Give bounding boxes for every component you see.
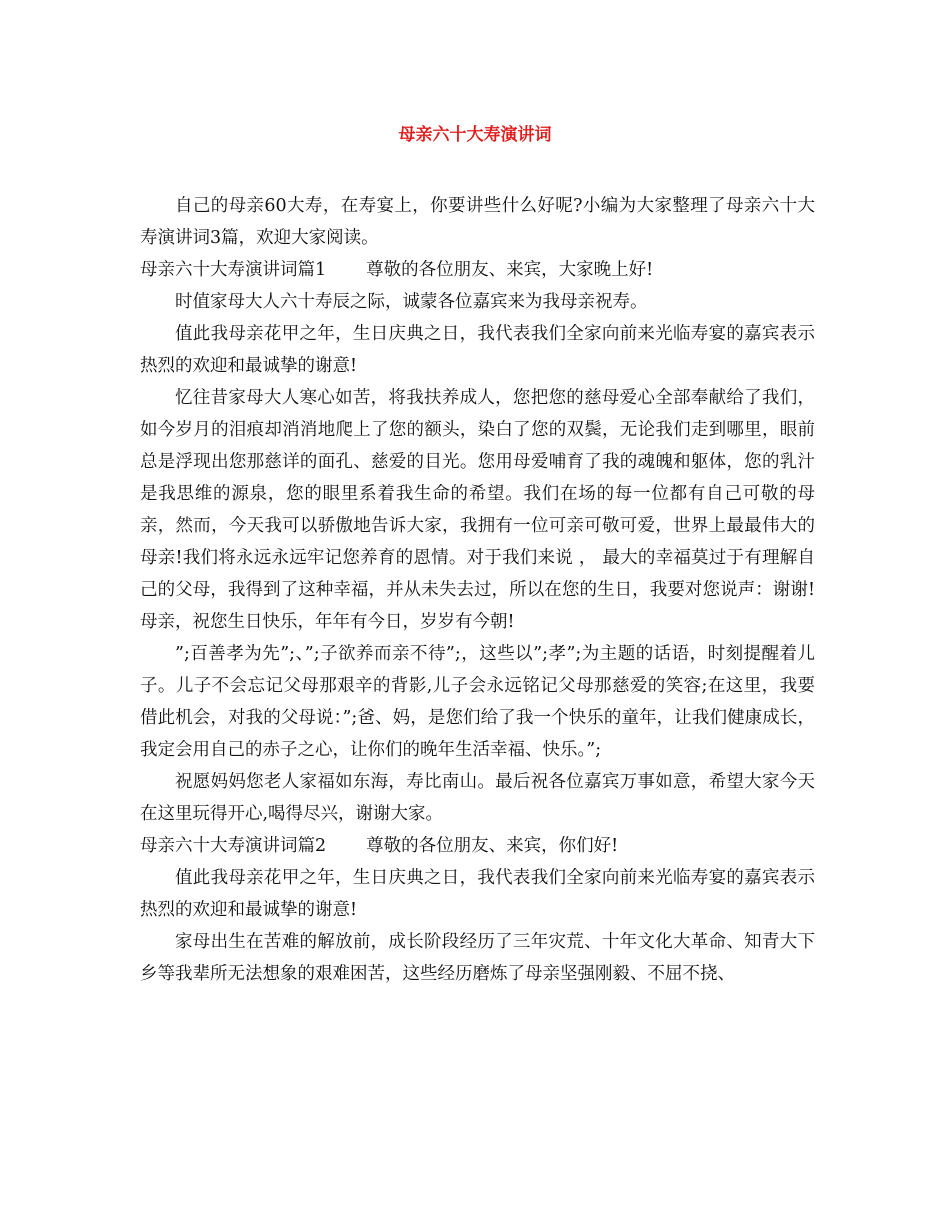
section-1-heading: 母亲六十大寿演讲词篇1 <box>140 260 327 280</box>
section-1-paragraph: 时值家母大人六十寿辰之际，诚蒙各位嘉宾来为我母亲祝寿。 <box>175 292 648 312</box>
document-body <box>140 190 815 990</box>
section-1-greeting: 尊敬的各位朋友、来宾，大家晚上好! <box>366 260 654 280</box>
section-1-paragraph: 忆往昔家母大人寒心如苦，将我扶养成人，您把您的慈母爱心全部奉献给了我们，如今岁月的泪痕却消消地爬上了您的额头，染白了您的双鬓，无论我们走到哪里，眼前总是浮现出您那慈详的面孔、慈爱的目光。您用母爱哺育了我的魂魄和躯体，您的乳汁是我思维的源泉，您的眼里系着我生命的希望。我们在场的每一位都有自己可敬的母亲，然而，今天我可以骄傲地告诉大家，我拥有一位可亲可敬可爱，世界上最最伟大的母亲!我们将永远永远牢记您养育的恩情。对于我们来说 ， 最大的幸福莫过于有理解自己的父母，我得到了这种幸福，并从未失去过，所以在您的生日，我要对您说声：谢谢!母亲，祝您生日快乐，年年有今日，岁岁有今朝! <box>140 388 815 632</box>
section-1-paragraph: 祝愿妈妈您老人家福如东海，寿比南山。最后祝各位嘉宾万事如意，希望大家今天在这里玩得开心,喝得尽兴，谢谢大家。 <box>140 772 815 824</box>
section-2-greeting: 尊敬的各位朋友、来宾，你们好! <box>366 836 619 856</box>
section-2-heading-line <box>140 830 815 862</box>
section-1-paragraph: 值此我母亲花甲之年，生日庆典之日，我代表我们全家向前来光临寿宴的嘉宾表示热烈的欢迎和最诚挚的谢意! <box>140 324 815 376</box>
section-1-paragraph: ”;百善孝为先”;、”;子欲养而亲不待”;，这些以”;孝”;为主题的话语，时刻提醒着儿子。儿子不会忘记父母那艰辛的背影,儿子会永远铭记父母那慈爱的笑容;在这里，我要借此机会，对我的父母说：”;爸、妈，是您们给了我一个快乐的童年，让我们健康成长，我定会用自己的赤子之心，让你们的晚年生活幸福、快乐。”; <box>140 644 815 760</box>
document-title: 母亲六十大寿演讲词 <box>398 125 552 145</box>
section-1-heading-line <box>140 254 815 286</box>
section-2-heading: 母亲六十大寿演讲词篇2 <box>140 836 327 856</box>
intro-paragraph: 自己的母亲60大寿，在寿宴上，你要讲些什么好呢?小编为大家整理了母亲六十大寿演讲词3篇，欢迎大家阅读。 <box>140 196 815 248</box>
section-2-paragraph: 值此我母亲花甲之年，生日庆典之日，我代表我们全家向前来光临寿宴的嘉宾表示热烈的欢迎和最诚挚的谢意! <box>140 868 815 920</box>
section-2-paragraph: 家母出生在苦难的解放前，成长阶段经历了三年灾荒、十年文化大革命、知青大下乡等我辈所无法想象的艰难困苦，这些经历磨炼了母亲坚强刚毅、不屈不挠、 <box>140 932 815 984</box>
